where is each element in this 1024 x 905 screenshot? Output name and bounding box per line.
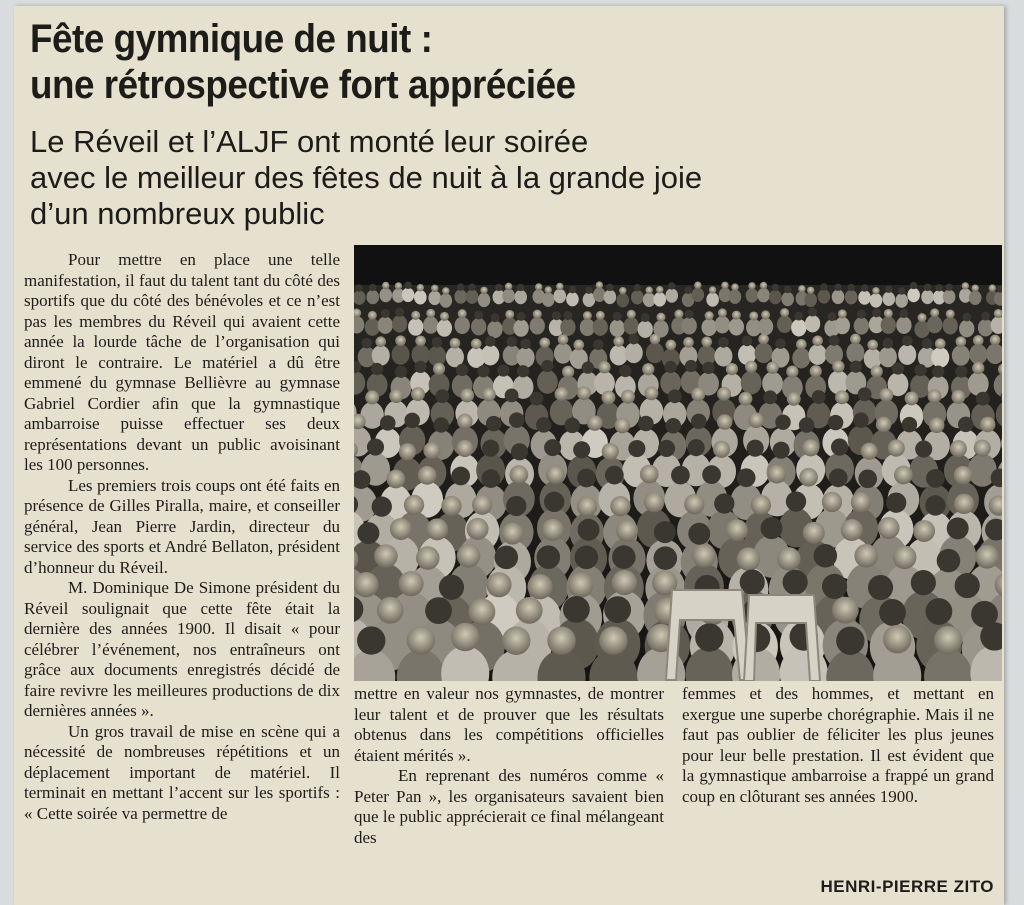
headline-line-2: une rétrospective fort appréciée [30, 63, 576, 107]
article-column-3 [682, 684, 994, 807]
subheadline [30, 124, 990, 232]
paragraph: Les premiers trois coups ont été faits en présence de Gilles Piralla, maire, et conseiller général, Jean Pierre Jardin, directeur du service des sports et André Bellaton, président d’honneur du Réveil. [24, 475, 340, 577]
newspaper-clipping [14, 6, 1004, 905]
paragraph: Pour mettre en place une telle manifestation, il faut du talent tant du côté des sportifs que du côté des bénévoles et ce n’est pas les membres du Réveil qui avaient cette année la lourde tâche de l’organisation qui diront le contraire. Le matériel a dû être emmené du gymnase Bellièvre au gymnase Gabriel Cordier afin que la gymnastique ambarroise puisse effectuer ses deux représentations devant un public avoisinant les 100 personnes. [24, 250, 340, 474]
paragraph: mettre en valeur nos gymnastes, de montrer leur talent et de prouver que les résultats obtenus dans les compétitions officielles étaient mérités ». [354, 684, 664, 765]
headline-line-1: Fête gymnique de nuit : [30, 17, 433, 61]
headline [30, 16, 913, 108]
subheadline-line-2: avec le meilleur des fêtes de nuit à la grande joie [30, 160, 703, 195]
article-column-2 [354, 684, 664, 848]
article-column-1 [24, 250, 340, 824]
subheadline-line-1: Le Réveil et l’ALJF ont monté leur soirée [30, 124, 589, 159]
audience-photo-illustration [354, 245, 1002, 681]
author-byline: HENRI-PIERRE ZITO [820, 877, 994, 896]
subheadline-line-3: d’un nombreux public [30, 196, 325, 231]
paragraph: Un gros travail de mise en scène qui a nécessité de nombreuses répétitions et un déplacement important de matériel. Il terminait en mettant l’accent sur les sportifs : « Cette soirée va permettre de [24, 721, 340, 823]
paragraph: femmes et des hommes, et mettant en exergue une superbe chorégraphie. Mais il ne faut pas oublier de féliciter les plus jeunes pour leur belle prestation. Il est évident que la gymnastique ambarroise a frappé un grand coup en clôturant ses années 1900. [682, 684, 994, 806]
paragraph: En reprenant des numéros comme « Peter Pan », les organisateurs savaient bien que le public apprécierait ce final mélangeant des [354, 766, 664, 847]
paragraph: M. Dominique De Simone président du Réveil soulignait que cette fête était la dernière des années 1900. Il disait « pour célébrer l’événement, nos entraîneurs ont grâce aux documents enregistrés décidé de faire revivre les meilleures productions de dix dernières années ». [24, 578, 340, 720]
audience-photo [354, 245, 1002, 681]
